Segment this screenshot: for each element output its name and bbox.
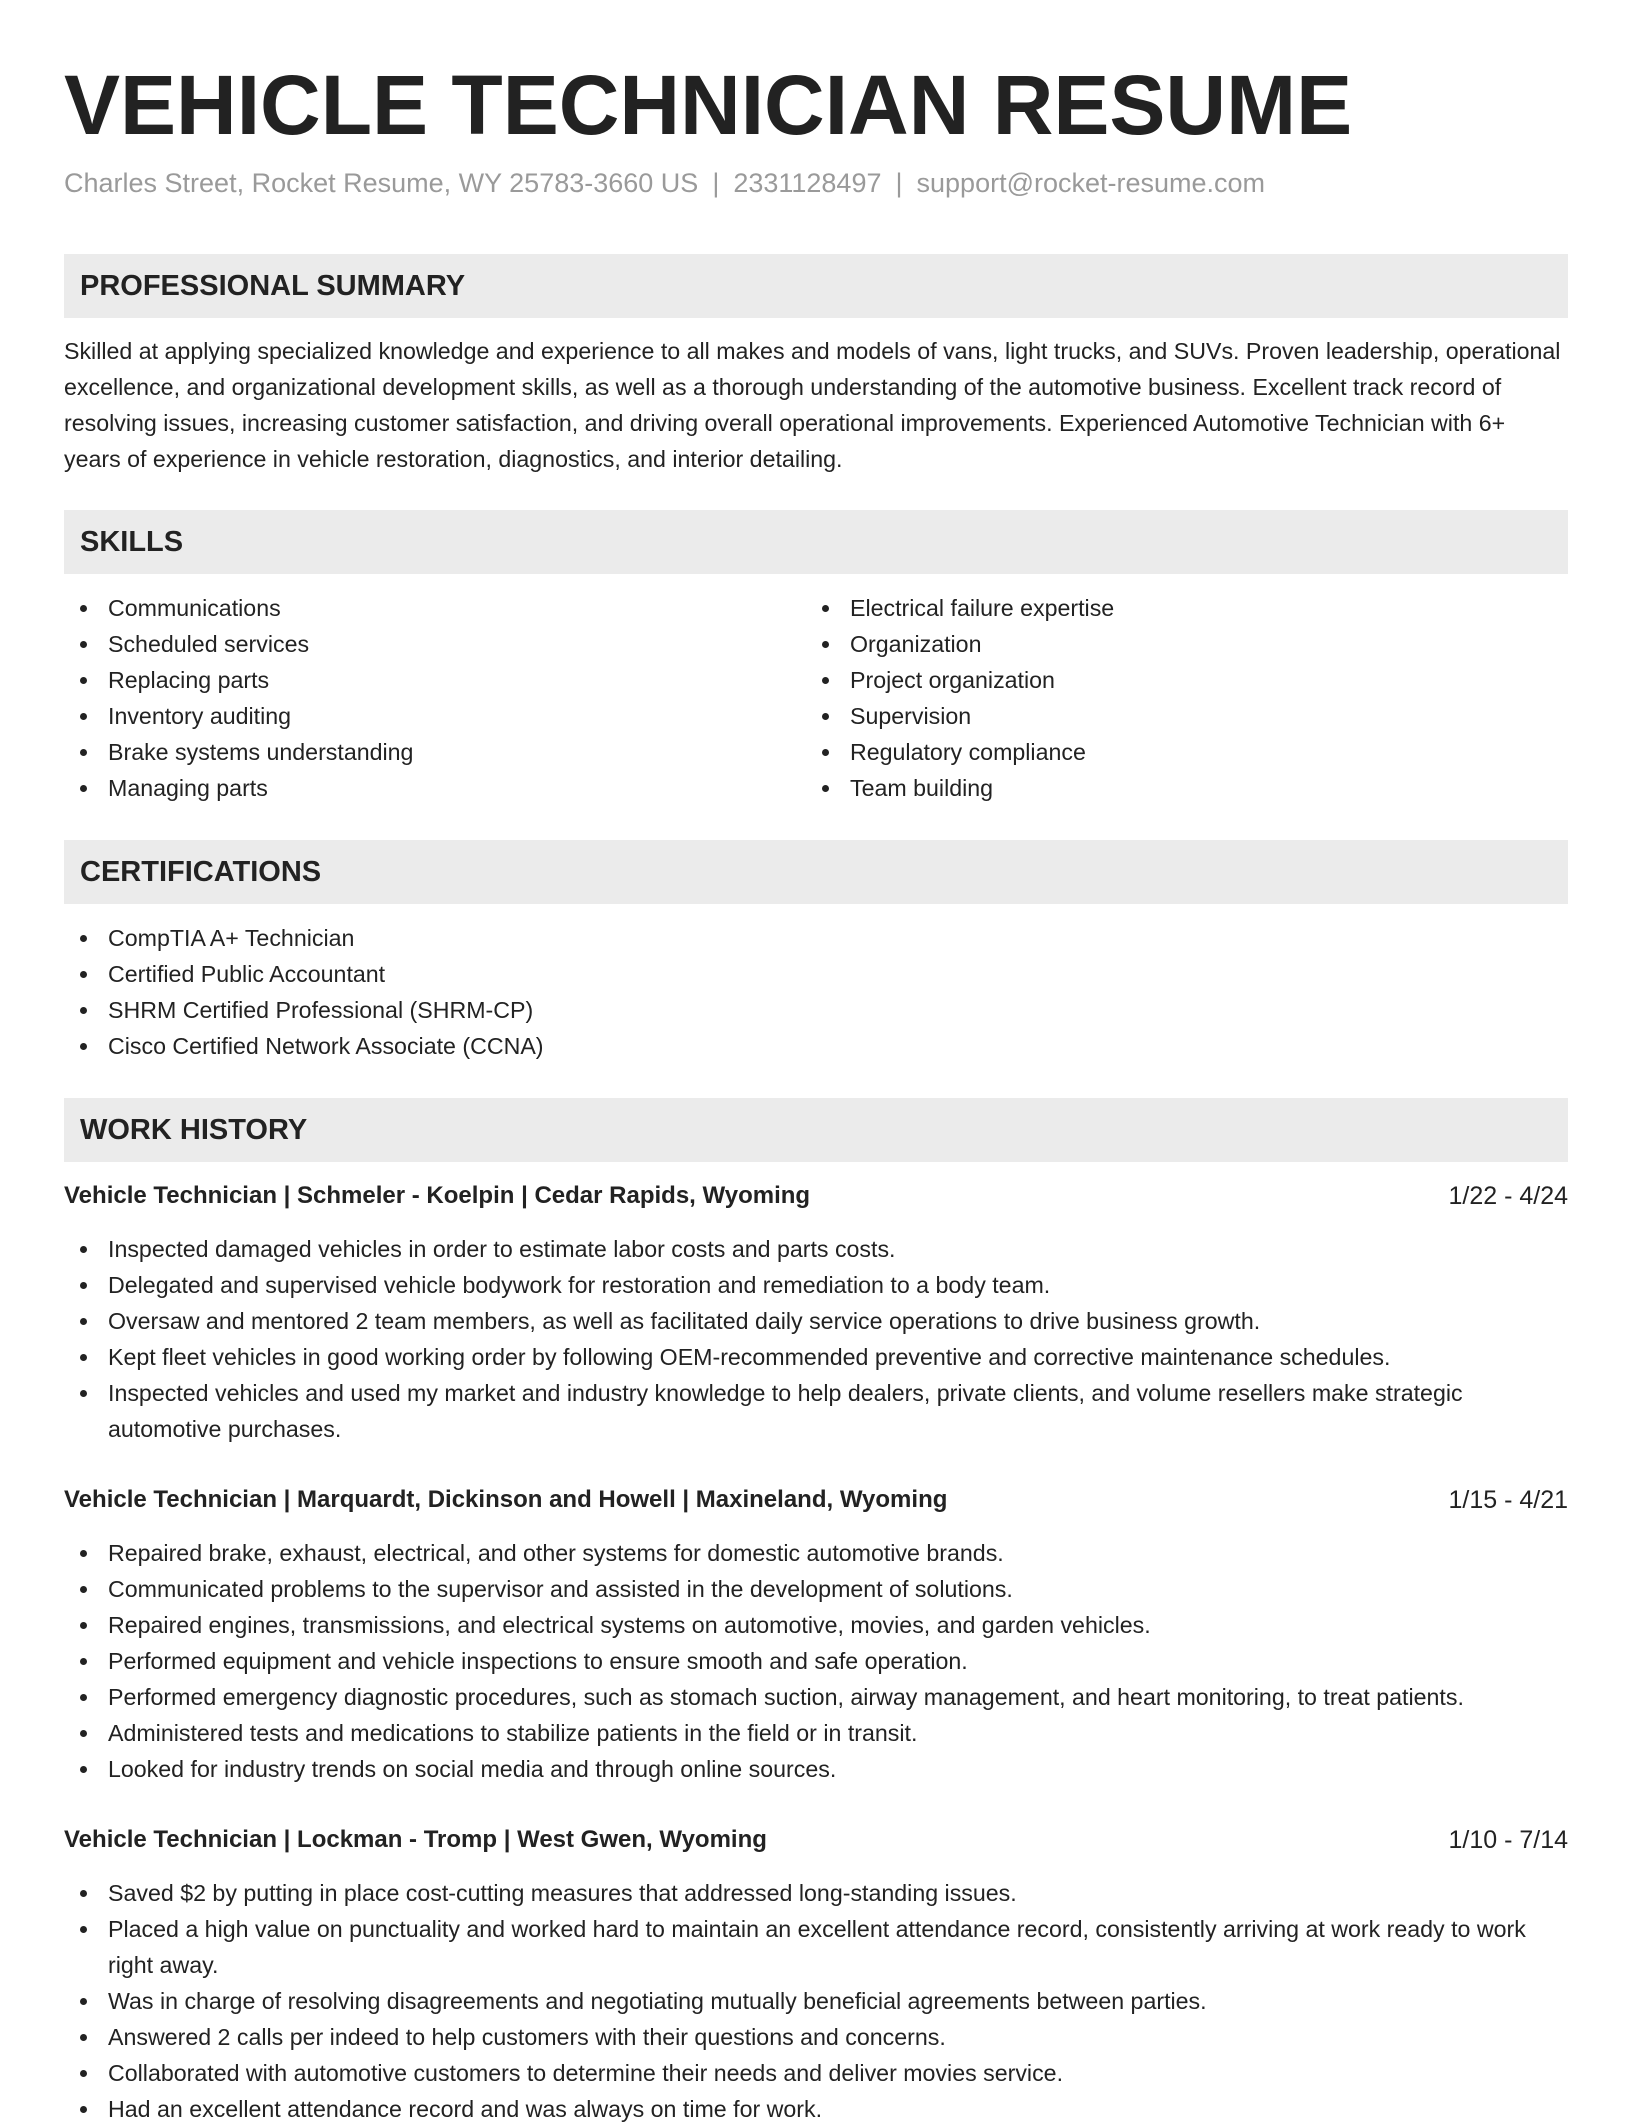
job-title: Vehicle Technician | Schmeler - Koelpin | Cedar Rapids, Wyoming — [64, 1182, 811, 1209]
job-bullet: Communicated problems to the supervisor and assisted in the development of solutions. — [64, 1571, 1568, 1607]
job-dates: 1/15 - 4/21 — [1448, 1486, 1568, 1514]
job-bullet: Performed equipment and vehicle inspections to ensure smooth and safe operation. — [64, 1643, 1568, 1679]
section-heading-certifications: CERTIFICATIONS — [64, 840, 1568, 904]
skill-item: Team building — [806, 770, 1566, 806]
skill-item: Scheduled services — [64, 626, 804, 662]
section-heading-summary: PROFESSIONAL SUMMARY — [64, 254, 1568, 318]
section-heading-skills: SKILLS — [64, 510, 1568, 574]
contact-email: support@rocket-resume.com — [916, 168, 1266, 198]
certifications-list — [64, 920, 1568, 1064]
job-bullet: Had an excellent attendance record and was always on time for work. — [64, 2091, 1568, 2127]
job-bullet: Kept fleet vehicles in good working order by following OEM-recommended preventive and corrective maintenance schedules. — [64, 1339, 1568, 1375]
certification-item: Certified Public Accountant — [64, 956, 1568, 992]
certification-item: CompTIA A+ Technician — [64, 920, 1568, 956]
contact-line — [64, 165, 1265, 201]
skill-item: Electrical failure expertise — [806, 590, 1566, 626]
skill-item: Inventory auditing — [64, 698, 804, 734]
job-bullets — [64, 1875, 1568, 2127]
job-bullets — [64, 1535, 1568, 1787]
job-bullet: Performed emergency diagnostic procedures, such as stomach suction, airway management, and heart monitoring, to treat patients. — [64, 1679, 1568, 1715]
skill-item: Organization — [806, 626, 1566, 662]
skill-item: Project organization — [806, 662, 1566, 698]
job-bullet: Administered tests and medications to stabilize patients in the field or in transit. — [64, 1715, 1568, 1751]
skill-item: Supervision — [806, 698, 1566, 734]
job-bullet: Collaborated with automotive customers to determine their needs and deliver movies service. — [64, 2055, 1568, 2091]
job-bullets — [64, 1231, 1568, 1447]
job-header — [64, 1178, 1568, 1214]
skill-item: Regulatory compliance — [806, 734, 1566, 770]
skills-list-left — [64, 590, 804, 806]
job-bullet: Inspected damaged vehicles in order to estimate labor costs and parts costs. — [64, 1231, 1568, 1267]
resume-title: VEHICLE TECHNICIAN RESUME — [64, 58, 1353, 152]
certification-item: SHRM Certified Professional (SHRM-CP) — [64, 992, 1568, 1028]
job-title: Vehicle Technician | Lockman - Tromp | West Gwen, Wyoming — [64, 1826, 767, 1853]
skills-list-right — [806, 590, 1566, 806]
skill-item: Brake systems understanding — [64, 734, 804, 770]
job-title: Vehicle Technician | Marquardt, Dickinson and Howell | Maxineland, Wyoming — [64, 1486, 948, 1513]
job-header — [64, 1822, 1568, 1858]
job-bullet: Inspected vehicles and used my market and industry knowledge to help dealers, private clients, and volume resellers make strategic automotive purchases. — [64, 1375, 1568, 1447]
section-heading-work-history: WORK HISTORY — [64, 1098, 1568, 1162]
contact-address: Charles Street, Rocket Resume, WY 25783-3660 US — [64, 168, 699, 198]
contact-separator: | — [895, 168, 903, 198]
job-bullet: Repaired brake, exhaust, electrical, and other systems for domestic automotive brands. — [64, 1535, 1568, 1571]
job-bullet: Saved $2 by putting in place cost-cutting measures that addressed long-standing issues. — [64, 1875, 1568, 1911]
contact-separator: | — [712, 168, 720, 198]
job-bullet: Looked for industry trends on social media and through online sources. — [64, 1751, 1568, 1787]
job-bullet: Answered 2 calls per indeed to help customers with their questions and concerns. — [64, 2019, 1568, 2055]
job-bullet: Oversaw and mentored 2 team members, as well as facilitated daily service operations to drive business growth. — [64, 1303, 1568, 1339]
job-bullet: Was in charge of resolving disagreements and negotiating mutually beneficial agreements between parties. — [64, 1983, 1568, 2019]
contact-phone: 2331128497 — [733, 168, 882, 198]
job-dates: 1/22 - 4/24 — [1448, 1182, 1568, 1210]
job-bullet: Repaired engines, transmissions, and electrical systems on automotive, movies, and garden vehicles. — [64, 1607, 1568, 1643]
job-header — [64, 1482, 1568, 1518]
skill-item: Communications — [64, 590, 804, 626]
skill-item: Managing parts — [64, 770, 804, 806]
skill-item: Replacing parts — [64, 662, 804, 698]
certification-item: Cisco Certified Network Associate (CCNA) — [64, 1028, 1568, 1064]
job-dates: 1/10 - 7/14 — [1448, 1826, 1568, 1854]
job-bullet: Delegated and supervised vehicle bodywork for restoration and remediation to a body team. — [64, 1267, 1568, 1303]
job-bullet: Placed a high value on punctuality and worked hard to maintain an excellent attendance record, consistently arriving at work ready to work right away. — [64, 1911, 1568, 1983]
summary-text: Skilled at applying specialized knowledge and experience to all makes and models of vans, light trucks, and SUVs. Proven leadership, operational excellence, and organizational development skills, as well as a thorough understanding of the automotive business. Excellent track record of resolving issues, increasing customer satisfaction, and driving overall operational improvements. Experienced Automotive Technician with 6+ years of experience in vehicle restoration, diagnostics, and interior detailing. — [64, 338, 1561, 472]
